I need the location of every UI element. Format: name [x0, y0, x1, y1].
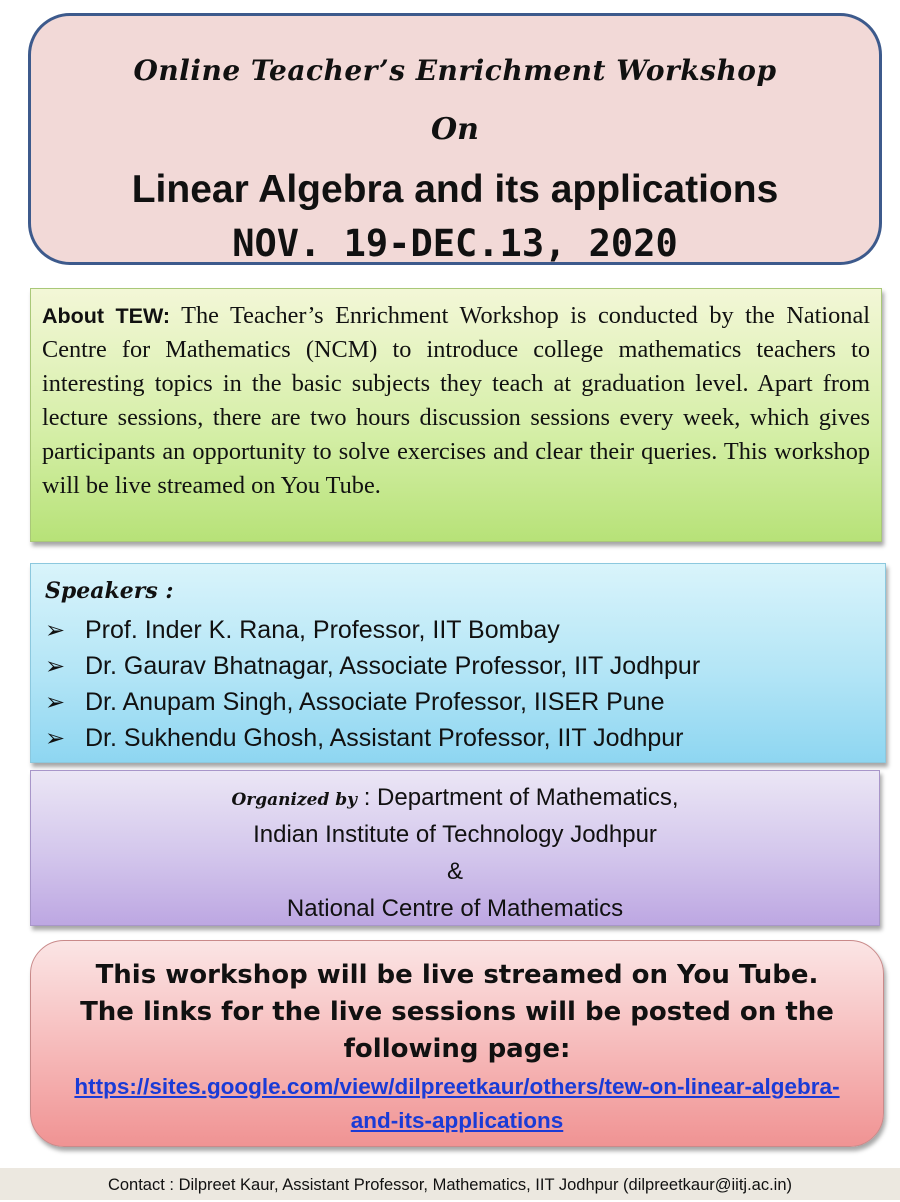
speaker-name: Prof. Inder K. Rana, Professor, IIT Bombay: [85, 615, 560, 644]
arrowhead-bullet-icon: ➢: [45, 724, 66, 752]
speaker-item: [45, 612, 873, 648]
organizer-department: Department of Mathematics,: [377, 784, 679, 811]
organizers-section: [30, 770, 880, 926]
about-paragraph: [42, 299, 870, 503]
speaker-name: Dr. Sukhendu Ghosh, Assistant Professor, IIT Jodhpur: [85, 723, 684, 752]
live-stream-section: [30, 940, 884, 1147]
about-label: About TEW:: [42, 304, 171, 328]
speaker-item: [45, 720, 873, 756]
about-text: The Teacher’s Enrichment Workshop is conducted by the National Centre for Mathematics (NCM) to introduce college mathematics teachers to interesting topics in the basic subjects they teach at graduation level. Apart from lecture sessions, there are two hours discussion sessions every week, which gives participants an opportunity to solve exercises and clear their queries. This workshop will be live streamed on You Tube.: [42, 302, 870, 499]
speaker-name: Dr. Gaurav Bhatnagar, Associate Professor, IIT Jodhpur: [85, 651, 701, 680]
organizer-ncm: National Centre of Mathematics: [286, 895, 624, 922]
contact-footer: Contact : Dilpreet Kaur, Assistant Professor, Mathematics, IIT Jodhpur (dilpreetkaur@iitj.ac.in): [0, 1168, 900, 1200]
workshop-topic: Linear Algebra and its applications: [131, 168, 779, 211]
arrowhead-bullet-icon: ➢: [45, 652, 66, 680]
speakers-section: [30, 563, 886, 763]
title-on: On: [431, 112, 479, 147]
speaker-name: Dr. Anupam Singh, Associate Professor, IISER Pune: [85, 687, 665, 716]
organized-by-label: Organized by: [231, 790, 358, 810]
header-banner: [28, 13, 882, 265]
arrowhead-bullet-icon: ➢: [45, 616, 66, 644]
sessions-link[interactable]: https://sites.google.com/view/dilpreetkaur/others/tew-on-linear-algebra-and-its-applications: [74, 1074, 840, 1133]
speaker-item: [45, 684, 873, 720]
arrowhead-bullet-icon: ➢: [45, 688, 66, 716]
speaker-item: [45, 648, 873, 684]
organizer-ampersand: &: [446, 858, 463, 885]
organizer-institute: Indian Institute of Technology Jodhpur: [253, 821, 657, 848]
organized-colon: :: [357, 784, 378, 811]
organizer-line: [31, 779, 879, 816]
live-stream-text: This workshop will be live streamed on You Tube. The links for the live sessions will be posted on the following page:: [80, 960, 834, 1064]
workshop-dates: NOV. 19-DEC.13, 2020: [232, 222, 678, 265]
about-section: [30, 288, 882, 542]
workshop-title: Online Teacher’s Enrichment Workshop: [133, 54, 777, 87]
speakers-heading: Speakers :: [45, 578, 174, 604]
